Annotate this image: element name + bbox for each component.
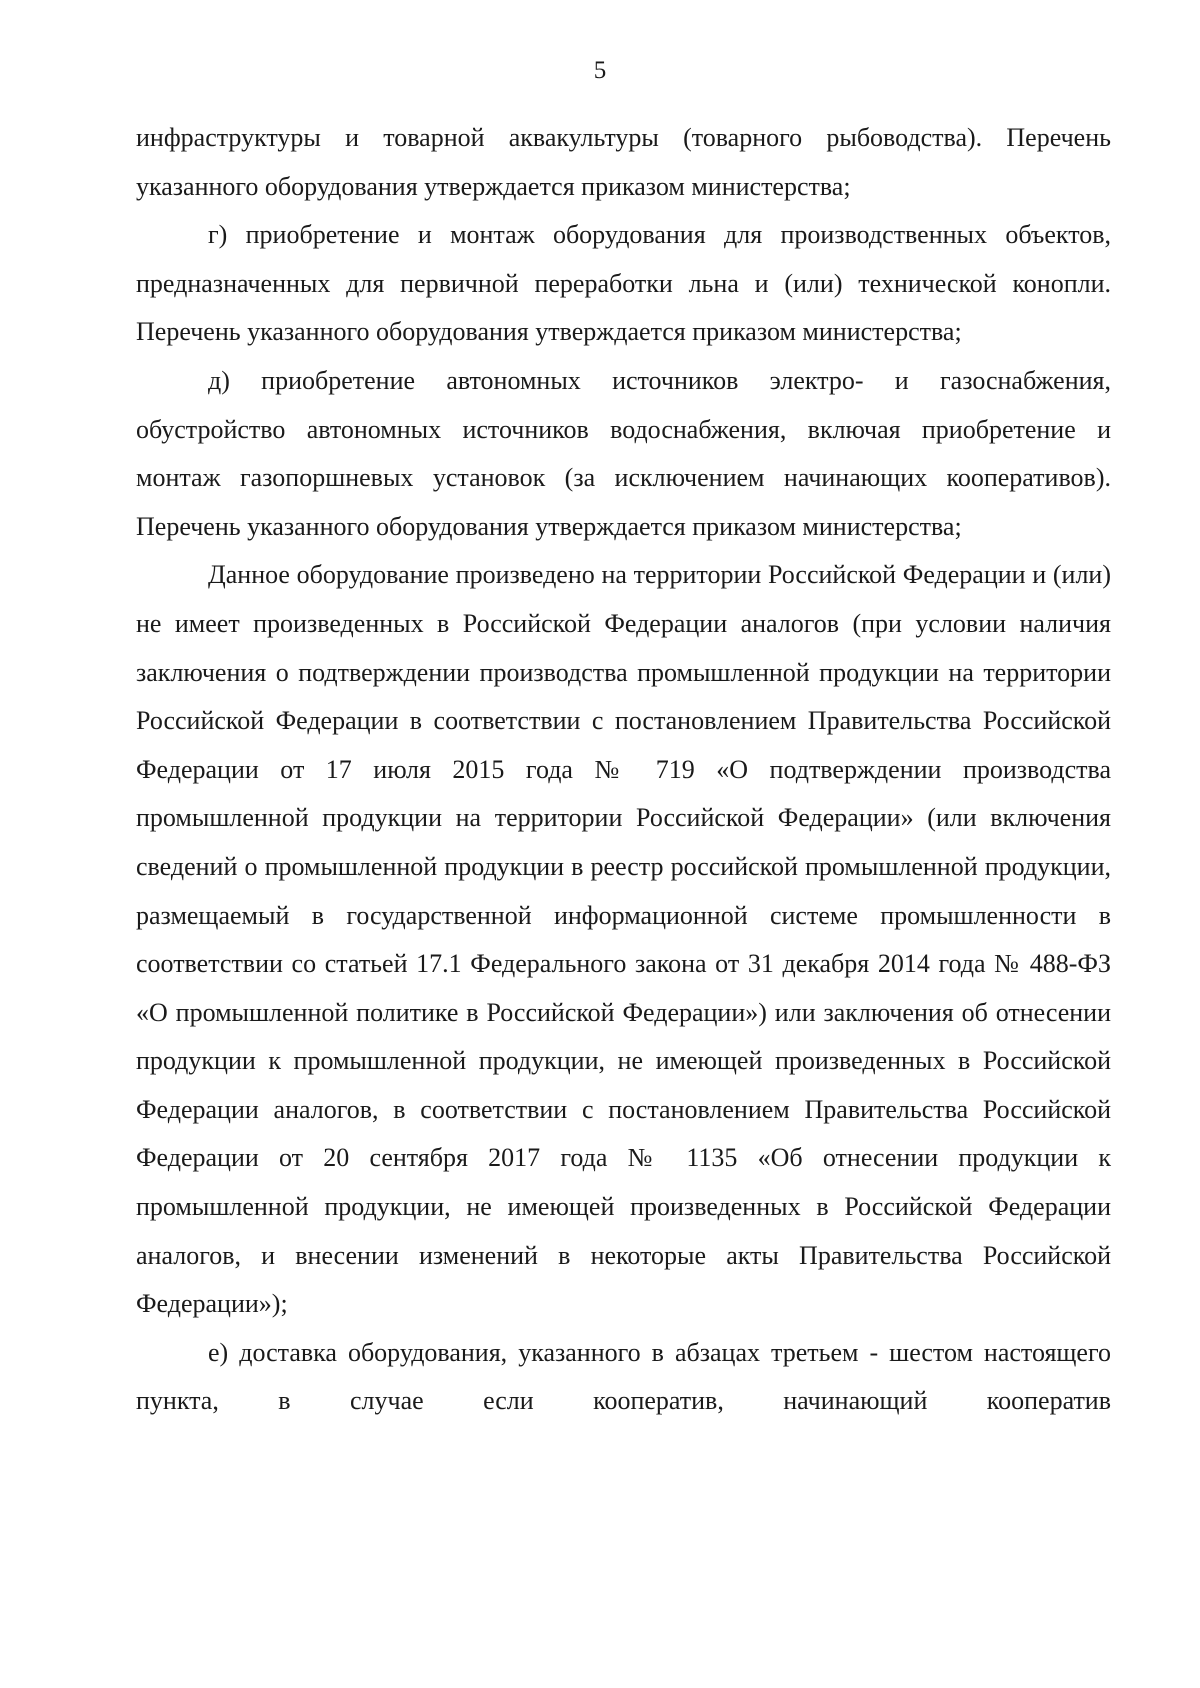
document-body [136,114,1111,1426]
paragraph-item-g-flax-processing: г) приобретение и монтаж оборудования для производственных объектов, предназначенных для первичной переработки льна и (или) технической конопли. Перечень указанного оборудования утверждается приказом министерства; [136,220,1111,347]
paragraph-item-d-autonomous-sources: д) приобретение автономных источников электро- и газоснабжения, обустройство автономных источников водоснабжения, включая приобретение и монтаж газопоршневых установок (за исключением начинающих кооперативов). Перечень указанного оборудования утверждается приказом министерства; [136,365,1111,541]
page-number: 5 [593,57,607,84]
paragraph-item-e-delivery: е) доставка оборудования, указанного в абзацах третьем - шестом настоящего пункта, в случае если кооператив, начинающий кооператив [136,1337,1111,1416]
paragraph-equipment-origin-conditions: Данное оборудование произведено на территории Российской Федерации и (или) не имеет произведенных в Российской Федерации аналогов (при условии наличия заключения о подтверждении производства промышленной продукции на территории Российской Федерации в соответствии с постановлением Правительства Российской Федерации от 17 июля 2015 года № 719 «О подтверждении производства промышленной продукции на территории Российской Федерации» (или включения сведений о промышленной продукции в реестр российской промышленной продукции, размещаемый в государственной информационной системе промышленности в соответствии со статьей 17.1 Федерального закона от 31 декабря 2014 года № 488-ФЗ «О промышленной политике в Российской Федерации») или заключения об отнесении продукции к промышленной продукции, не имеющей произведенных в Российской Федерации аналогов, в соответствии с постановлением Правительства Российской Федерации от 20 сентября 2017 года № 1135 «Об отнесении продукции к промышленной продукции, не имеющей произведенных в Российской Федерации аналогов, и внесении изменений в некоторые акты Правительства Российской Федерации»); [136,560,1111,1319]
paragraph-equipment-continuation: инфраструктуры и товарной аквакультуры (товарного рыбоводства). Перечень указанного оборудования утверждается приказом министерства; [136,123,1111,201]
